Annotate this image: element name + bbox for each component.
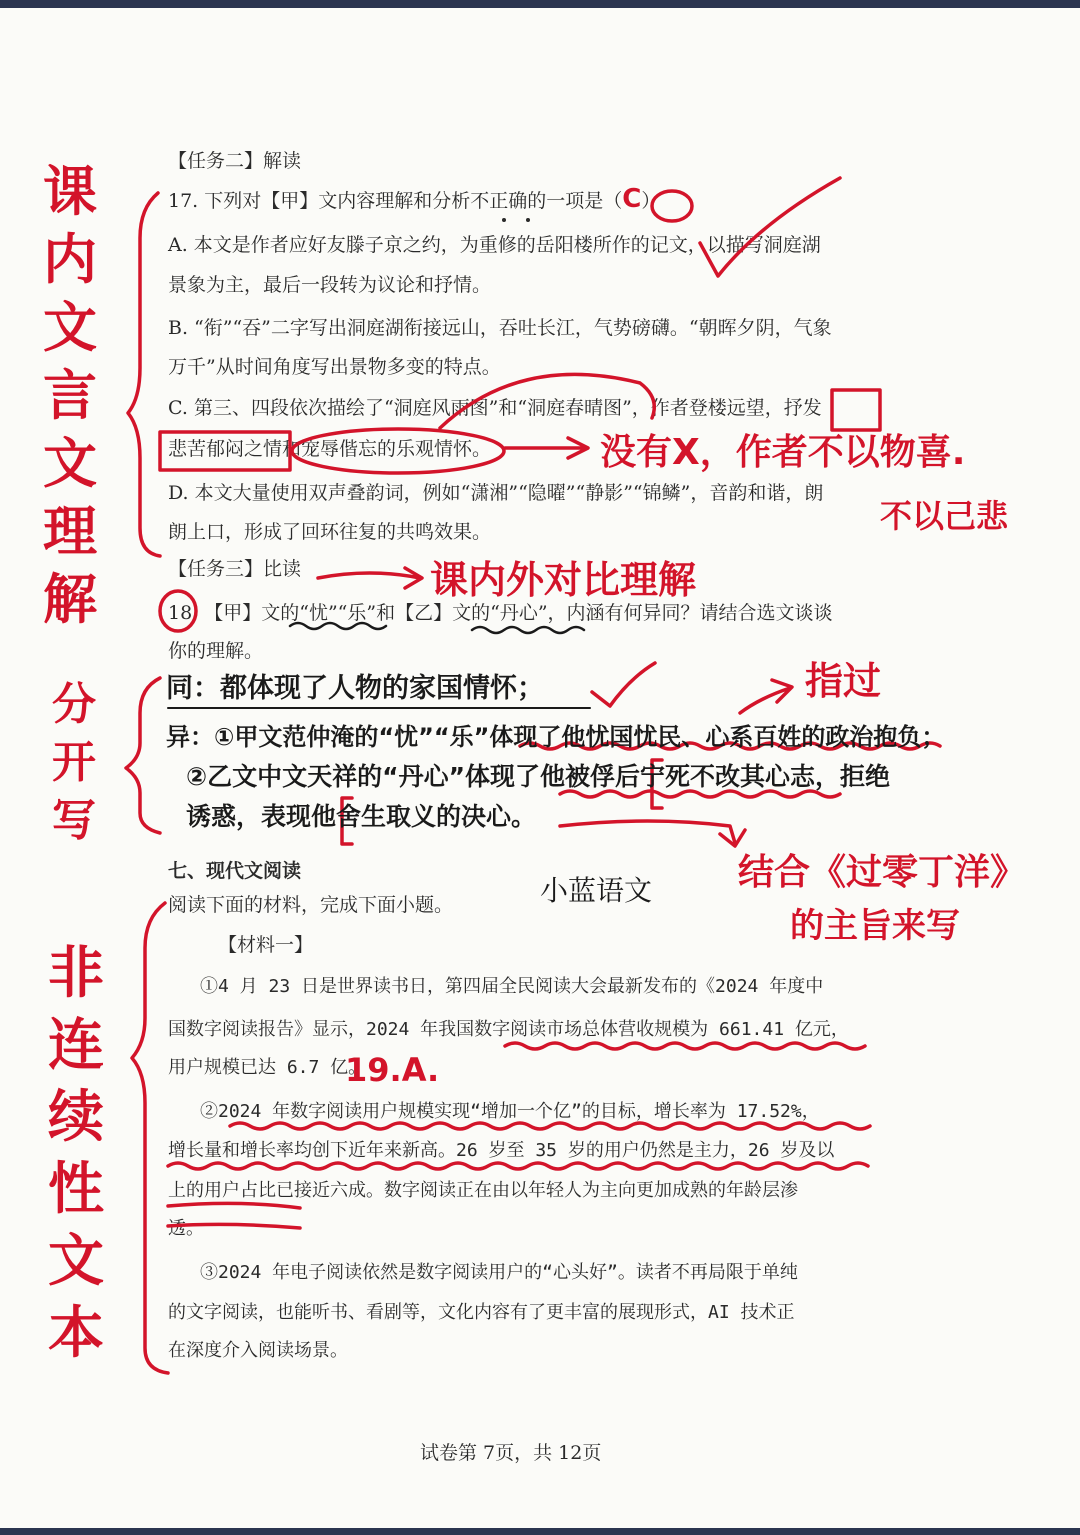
underline-p2d xyxy=(168,1224,300,1228)
box-beiku xyxy=(160,432,290,470)
answer-diff-2: ②乙文中文天祥的“丹心”体现了他被俘后宁死不改其心志，拒绝 xyxy=(186,762,891,791)
note-task3: 课内外对比理解 xyxy=(430,558,697,602)
arrow-task3 xyxy=(318,568,422,588)
page-footer: 试卷第 7页，共 12页 xyxy=(420,1442,602,1464)
watermark: 小蓝语文 xyxy=(540,874,653,907)
check-q17 xyxy=(700,178,840,276)
exam-page xyxy=(0,8,1080,1528)
q17-answer: C xyxy=(622,184,642,214)
circle-q18 xyxy=(160,591,196,631)
modern-instruction: 阅读下面的材料，完成下面小题。 xyxy=(168,894,454,916)
task3-heading: 【任务三】比读 xyxy=(168,558,302,580)
material-title: 【材料一】 xyxy=(218,934,314,956)
option-d-line2: 朗上口，形成了回环往复的共鸣效果。 xyxy=(168,521,492,543)
p2-line3: 上的用户占比已接近六成。数字阅读正在由以年轻人为主向更加成熟的年龄层渗 xyxy=(168,1180,798,1201)
wave-youle xyxy=(290,623,386,629)
box-shufa xyxy=(832,390,880,430)
side-note-separate: 分开写 xyxy=(52,679,96,846)
side-note-classical: 课内文言文理解 xyxy=(43,160,97,631)
p1-line3: 用户规模已达 6.7 亿。 xyxy=(168,1057,367,1078)
note-option-c-2: 不以己悲 xyxy=(880,497,1009,535)
p2-line1: ②2024 年数字阅读用户规模实现“增加一个亿”的目标，增长率为 17.52%， xyxy=(200,1101,820,1122)
p3-line1: ③2024 年电子阅读依然是数字阅读用户的“心头好”。读者不再局限于单纯 xyxy=(200,1262,798,1283)
task2-heading: 【任务二】解读 xyxy=(168,150,302,172)
arrow-combine xyxy=(560,821,745,846)
note-combine-2: 的主旨来写 xyxy=(790,906,960,946)
check-answer xyxy=(592,663,655,706)
answer-same: 同：都体现了人物的家国情怀； xyxy=(166,673,544,704)
emphasis-dot-1 xyxy=(502,218,506,222)
modern-heading: 七、现代文阅读 xyxy=(168,860,302,882)
p1-line1: ①4 月 23 日是世界读书日，第四届全民阅读大会最新发布的《2024 年度中 xyxy=(200,976,824,997)
note-option-c: 没有X，作者不以物喜. xyxy=(600,432,966,473)
q18-line2: 你的理解。 xyxy=(168,640,264,662)
side-note-nontext: 非连续性文本 xyxy=(48,941,104,1366)
q18-line1: 18. 【甲】文的“忧”“乐”和【乙】文的“丹心”，内涵有何异同？请结合选文谈谈 xyxy=(168,602,833,624)
p3-line3: 在深度介入阅读场景。 xyxy=(168,1340,348,1361)
p1-line2: 国数字阅读报告》显示，2024 年我国数字阅读市场总体营收规模为 661.41 亿元， xyxy=(168,1019,849,1040)
note-combine-1: 结合《过零丁洋》 xyxy=(738,852,1027,893)
option-d-line1: D. 本文大量使用双声叠韵词，例如“潇湘”“隐曜”“静影”“锦鳞”，音韵和谐，朗 xyxy=(168,482,824,504)
wave-p2b xyxy=(168,1163,868,1169)
bracket-section3 xyxy=(132,903,168,1373)
q17-close: ） xyxy=(641,190,661,212)
emphasis-dot-2 xyxy=(526,218,530,222)
answer-diff-1: 异：①甲文范仲淹的“忧”“乐”体现了他忧国忧民、心系百姓的政治抱负； xyxy=(166,723,946,751)
wave-p1 xyxy=(505,1043,865,1049)
circle-answer xyxy=(652,191,692,221)
q17-stem-text: 17. 下列对【甲】文内容理解和分析不正确的一项是（ xyxy=(168,190,623,212)
answer-diff-3: 诱惑，表现他舍生取义的决心。 xyxy=(186,802,537,831)
note-point: 指过 xyxy=(805,659,882,703)
p2-line4: 透。 xyxy=(168,1218,204,1239)
bracket-section2 xyxy=(126,678,160,833)
option-a-line1: A. 本文是作者应好友滕子京之约，为重修的岳阳楼所作的记文，以描写洞庭湖 xyxy=(168,234,821,256)
p2-line2: 增长量和增长率均创下近年来新高。26 岁至 35 岁的用户仍然是主力，26 岁及以 xyxy=(168,1140,835,1161)
arrow-optc xyxy=(505,438,588,458)
arrow-point xyxy=(740,680,792,713)
option-c-line1: C. 第三、四段依次描绘了“洞庭风雨图”和“洞庭春晴图”，作者登楼远望，抒发 xyxy=(168,397,822,419)
wave-danxin xyxy=(472,627,584,633)
p3-line2: 的文字阅读，也能听书、看剧等，文化内容有了更丰富的展现形式，AI 技术正 xyxy=(168,1302,795,1323)
circle-chonru xyxy=(292,429,504,473)
underline-p2c xyxy=(168,1203,300,1208)
wave-p2a xyxy=(230,1123,870,1129)
note-q19: 19.A. xyxy=(345,1051,440,1089)
bracket-section1 xyxy=(128,193,160,556)
option-b-line1: B. “衔”“吞”二字写出洞庭湖衔接远山，吞吐长江，气势磅礴。“朝晖夕阴，气象 xyxy=(168,317,832,339)
curve-optc xyxy=(440,374,654,428)
option-b-line2: 万千”从时间角度写出景物多变的特点。 xyxy=(168,356,501,378)
option-a-line2: 景象为主，最后一段转为议论和抒情。 xyxy=(168,274,492,296)
option-c-line2: 悲苦郁闷之情和宠辱偕忘的乐观情怀。 xyxy=(168,438,492,460)
